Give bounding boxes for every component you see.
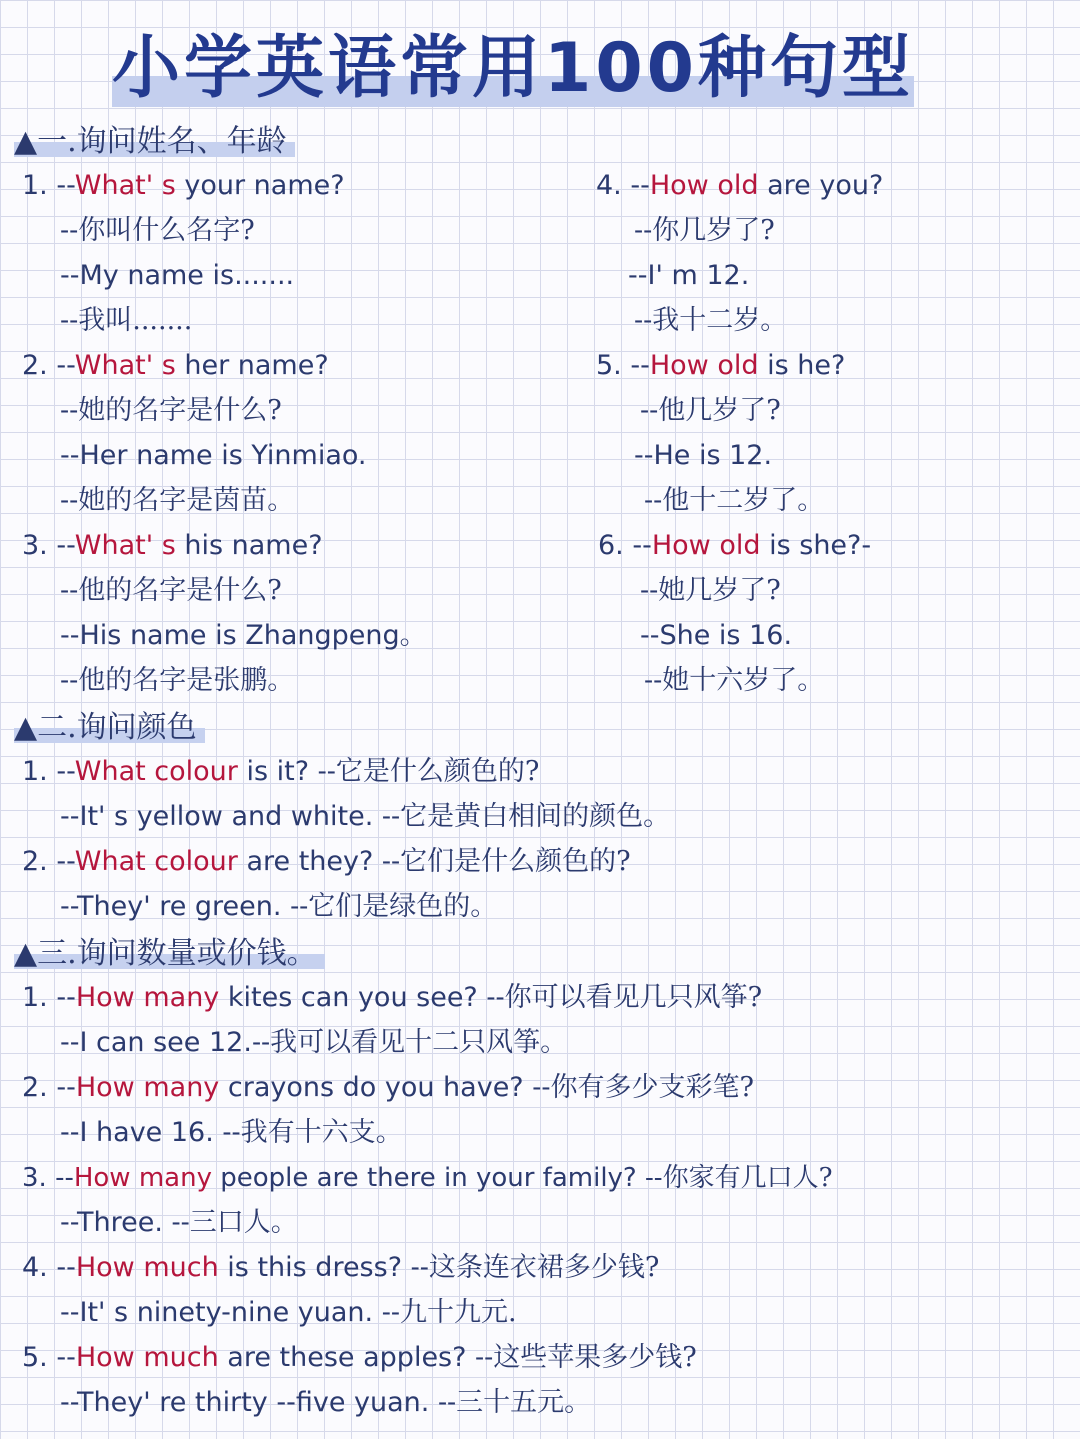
answer-translation: --我叫.......	[60, 305, 193, 336]
question-text: are they?	[237, 846, 382, 877]
answer-line: --Her name is Yinmiao.	[60, 440, 367, 471]
answer-line: --I' m 12.	[628, 260, 750, 291]
question-line	[22, 166, 345, 206]
dash: --	[55, 1163, 74, 1193]
dash: --	[56, 350, 75, 381]
dash: --	[630, 350, 650, 381]
question-text: people are there in your family?	[211, 1163, 645, 1193]
question-line	[22, 1248, 659, 1288]
section-heading-quantity-price: ▲三.询问数量或价钱。	[14, 934, 325, 974]
answer-translation: --他十二岁了。	[644, 485, 825, 516]
key-phrase: What' s	[74, 170, 176, 201]
question-translation: --你家有几口人?	[645, 1163, 833, 1193]
answer-translation: --它们是绿色的。	[290, 891, 498, 922]
answer-translation: --九十九元.	[381, 1297, 517, 1328]
answer-text: --It' s yellow and white.	[60, 801, 382, 832]
answer-translation: --她十六岁了。	[644, 665, 825, 696]
answer-translation: --三十五元。	[437, 1387, 592, 1418]
item-number: 1.	[22, 982, 48, 1013]
question-translation: --这条连衣裙多少钱?	[410, 1252, 660, 1283]
key-phrase: How much	[75, 1342, 219, 1373]
answer-line	[60, 1203, 298, 1243]
answer-line: --She is 16.	[640, 620, 793, 651]
question-translation: --她几岁了?	[640, 575, 781, 606]
page-title: 小学英语常用100种句型	[112, 24, 914, 114]
item-number: 3.	[22, 530, 48, 561]
question-translation: --他几岁了?	[640, 395, 781, 426]
dash: --	[56, 170, 75, 201]
question-line	[22, 752, 539, 792]
answer-text: --They' re thirty --five yuan.	[60, 1387, 438, 1418]
item-number: 6.	[598, 530, 624, 561]
question-text: his name?	[175, 530, 323, 561]
answer-line	[60, 1293, 517, 1333]
answer-line	[60, 1113, 403, 1153]
question-text: her name?	[175, 350, 329, 381]
answer-translation: --她的名字是茵苗。	[60, 485, 295, 516]
answer-translation: --它是黄白相间的颜色。	[381, 801, 671, 832]
item-number: 1.	[22, 170, 48, 201]
item-number: 2.	[22, 350, 48, 381]
question-line	[22, 526, 323, 566]
question-translation: --你可以看见几只风筝?	[486, 982, 763, 1013]
answer-line	[60, 887, 497, 927]
answer-translation: --我有十六支。	[222, 1117, 403, 1148]
key-phrase: What colour	[74, 756, 238, 787]
key-phrase: How many	[75, 982, 220, 1013]
item-number: 2.	[22, 1072, 48, 1103]
dash: --	[56, 1252, 76, 1283]
answer-line	[60, 797, 670, 837]
key-phrase: How old	[651, 530, 761, 561]
key-phrase: How many	[73, 1163, 212, 1193]
question-translation: --你有多少支彩笔?	[532, 1072, 754, 1103]
item-number: 3.	[22, 1163, 47, 1193]
question-translation: --她的名字是什么?	[60, 395, 282, 426]
section-heading-colour: ▲二.询问颜色	[14, 708, 205, 748]
question-text: kites can you see?	[219, 982, 487, 1013]
question-text: your name?	[175, 170, 345, 201]
item-number: 1.	[22, 756, 48, 787]
dash: --	[56, 982, 76, 1013]
question-translation: --你叫什么名字?	[60, 215, 255, 246]
dash: --	[56, 1342, 76, 1373]
answer-translation: --我十二岁。	[634, 305, 788, 336]
key-phrase: How many	[75, 1072, 220, 1103]
answer-translation: --三口人。	[171, 1207, 298, 1238]
key-phrase: How old	[649, 170, 759, 201]
key-phrase: What colour	[74, 846, 238, 877]
dash: --	[630, 170, 650, 201]
question-text: are these apples?	[218, 1342, 476, 1373]
question-line	[596, 166, 883, 206]
question-line	[22, 978, 762, 1018]
dash: --	[56, 846, 75, 877]
answer-line: --His name is Zhangpeng。	[60, 620, 427, 651]
dash: --	[56, 756, 75, 787]
dash: --	[56, 1072, 76, 1103]
answer-text: --I can see 12.	[60, 1027, 252, 1058]
question-line	[598, 526, 871, 566]
question-text: crayons do you have?	[219, 1072, 533, 1103]
question-translation: --它们是什么颜色的?	[381, 846, 631, 877]
dash: --	[632, 530, 652, 561]
answer-line	[60, 1383, 591, 1423]
question-line	[22, 842, 631, 882]
key-phrase: How old	[649, 350, 759, 381]
answer-text: --I have 16.	[60, 1117, 223, 1148]
question-text: are you?	[758, 170, 884, 201]
key-phrase: What' s	[74, 530, 176, 561]
answer-translation: --我可以看见十二只风筝。	[251, 1027, 568, 1058]
answer-line: --My name is.......	[60, 260, 295, 291]
answer-line: --He is 12.	[634, 440, 773, 471]
question-line	[22, 1068, 754, 1108]
dash: --	[56, 530, 75, 561]
item-number: 2.	[22, 846, 48, 877]
item-number: 5.	[596, 350, 622, 381]
question-text: is he?	[758, 350, 846, 381]
question-text: is this dress?	[218, 1252, 411, 1283]
question-translation: --这些苹果多少钱?	[475, 1342, 697, 1373]
item-number: 5.	[22, 1342, 48, 1373]
question-text: is it?	[237, 756, 318, 787]
section-heading-name-age: ▲一.询问姓名、年龄	[14, 122, 295, 162]
key-phrase: What' s	[74, 350, 176, 381]
question-line	[22, 1338, 697, 1378]
question-line	[596, 346, 845, 386]
answer-text: --Three.	[60, 1207, 172, 1238]
question-translation: --它是什么颜色的?	[317, 756, 540, 787]
item-number: 4.	[596, 170, 622, 201]
key-phrase: How much	[75, 1252, 219, 1283]
question-translation: --你几岁了?	[634, 215, 775, 246]
question-line	[22, 346, 329, 386]
answer-text: --It' s ninety-nine yuan.	[60, 1297, 382, 1328]
answer-line	[60, 1023, 567, 1063]
question-text: is she?-	[760, 530, 872, 561]
item-number: 4.	[22, 1252, 48, 1283]
question-translation: --他的名字是什么?	[60, 575, 282, 606]
answer-text: --They' re green.	[60, 891, 291, 922]
question-line	[22, 1158, 833, 1198]
answer-translation: --他的名字是张鹏。	[60, 665, 295, 696]
